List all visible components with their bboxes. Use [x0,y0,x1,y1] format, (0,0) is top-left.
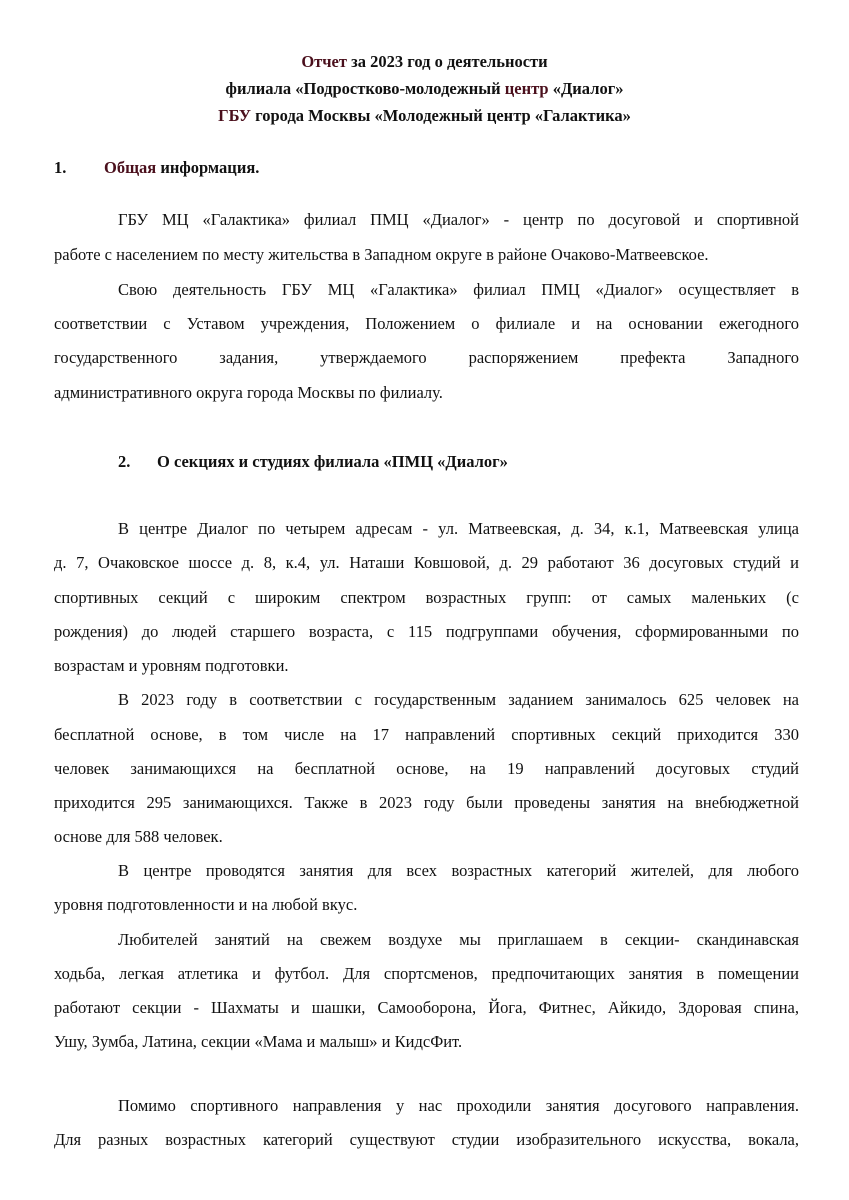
report-title-line-3 [0,106,849,126]
paragraph-line: ГБУ МЦ «Галактика» филиал ПМЦ «Диалог» - центр по досуговой и спортивной [118,210,799,229]
section-2-heading: О секциях и студиях филиала «ПМЦ «Диалог» [157,452,508,471]
section-2-number: 2. [118,452,131,471]
paragraph-line: В 2023 году в соответствии с государственным заданием занималось 625 человек на [118,690,799,709]
paragraph-line: рождения) до людей старшего возраста, с 115 подгруппами обучения, сформированными по [54,622,799,641]
paragraph-line: В центре проводятся занятия для всех возрастных категорий жителей, для любого [118,861,799,880]
title-text: города Москвы «Молодежный центр «Галактика» [251,106,631,125]
report-title-line-1 [0,52,849,72]
title-word-highlight: центр [504,79,549,98]
title-word-highlight: Отчет [301,52,347,71]
paragraph-line: Для разных возрастных категорий существуют студии изобразительного искусства, вокала, [54,1130,799,1149]
paragraph-line: административного округа города Москвы по филиалу. [54,383,443,402]
paragraph-line: уровня подготовленности и на любой вкус. [54,895,358,914]
paragraph-line: Помимо спортивного направления у нас проходили занятия досугового направления. [118,1096,799,1115]
paragraph-line: ходьба, легкая атлетика и футбол. Для спортсменов, предпочитающих занятия в помещении [54,964,799,983]
heading-word-highlight: Общая [104,158,157,177]
paragraph-line: В центре Диалог по четырем адресам - ул. Матвеевская, д. 34, к.1, Матвеевская улица [118,519,799,538]
paragraph-line: возрастам и уровням подготовки. [54,656,289,675]
paragraph-line: работе с населением по месту жительства в Западном округе в районе Очаково-Матвеевское. [54,245,709,264]
paragraph-line: бесплатной основе, в том числе на 17 направлений спортивных секций приходится 330 [54,725,799,744]
paragraph-line: приходится 295 занимающихся. Также в 2023 году были проведены занятия на внебюджетной [54,793,799,812]
title-text: «Диалог» [548,79,624,98]
paragraph-line: работают секции - Шахматы и шашки, Самооборона, Йога, Фитнес, Айкидо, Здоровая спина, [54,998,799,1017]
paragraph-line: Ушу, Зумба, Латина, секции «Мама и малыш» и КидсФит. [54,1032,463,1051]
paragraph-line: человек занимающихся на бесплатной основе, на 19 направлений досуговых студий [54,759,799,778]
heading-text: информация. [156,158,260,177]
paragraph-line: Свою деятельность ГБУ МЦ «Галактика» филиал ПМЦ «Диалог» осуществляет в [118,280,799,299]
report-title-line-2 [0,79,849,99]
title-word-highlight: ГБУ [218,106,252,125]
paragraph-line: государственного задания, утверждаемого распоряжением префекта Западного [54,348,799,367]
paragraph-line: д. 7, Очаковское шоссе д. 8, к.4, ул. Наташи Ковшовой, д. 29 работают 36 досуговых студий и [54,553,799,572]
title-text: филиала «Подростково-молодежный [225,79,505,98]
paragraph-line: соответствии с Уставом учреждения, Положением о филиале и на основании ежегодного [54,314,799,333]
paragraph-line: спортивных секций с широким спектром возрастных групп: от самых маленьких (с [54,588,799,607]
section-1-number: 1. [54,158,67,177]
paragraph-line: Любителей занятий на свежем воздухе мы приглашаем в секции- скандинавская [118,930,799,949]
title-text: за 2023 год о деятельности [347,52,548,71]
section-1-heading [104,158,259,178]
paragraph-line: основе для 588 человек. [54,827,223,846]
